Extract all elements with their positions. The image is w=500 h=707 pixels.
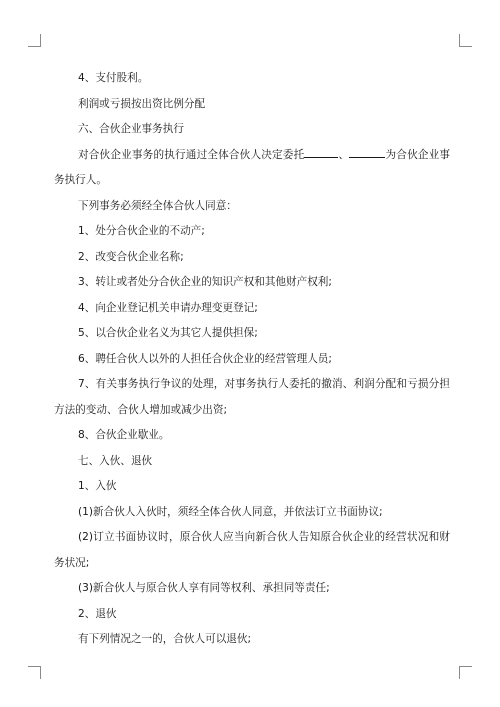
affairs-execution-paragraph (54, 143, 450, 194)
blank-line-1 (304, 146, 338, 158)
crop-mark-top-left (28, 34, 41, 47)
crop-mark-bottom-right (459, 666, 472, 679)
join-clause-3: (3)新合伙人与原合伙人享有同等权利、承担同等责任; (78, 582, 330, 594)
list-item-7: 7、有关事务执行争议的处理，对事务执行人委托的撤消、利润分配和亏损分担方法的变动、合伙人增加或减少出资; (54, 378, 450, 416)
list-item-6: 6、聘任合伙人以外的人担任合伙企业的经营管理人员; (78, 352, 332, 365)
list-item-1: 1、处分合伙企业的不动产; (78, 225, 205, 237)
join-clause-2: (2)订立书面协议时，原合伙人应当向新合伙人告知原合伙企业的经营状况和财务状况; (54, 531, 450, 569)
subheading-withdraw: 2、退伙 (78, 607, 117, 620)
consent-required-intro: 下列事务必须经全体合伙人同意： (78, 199, 237, 212)
blank-line-2 (349, 146, 385, 158)
list-item-2: 2、改变合伙企业名称; (78, 250, 184, 263)
list-item-8: 8、合伙企业歇业。 (78, 429, 170, 441)
section-heading-affairs-execution: 六、合伙企业事务执行 (78, 123, 184, 135)
profit-loss-allocation: 利润或亏损按出资比例分配 (78, 97, 206, 110)
affairs-text-mid: 、 (338, 148, 350, 161)
list-item-5: 5、以合伙企业名义为其它人提供担保; (78, 327, 258, 339)
affairs-text-after: 为合伙企业事务执行人。 (54, 148, 451, 186)
list-item-pay-dividends: 4、支付股利。 (78, 72, 149, 84)
affairs-text-before: 对合伙企业事务的执行通过全体合伙人决定委托 (78, 148, 305, 161)
join-clause-1: (1)新合伙人入伙时，须经全体合伙人同意，并依法订立书面协议; (78, 505, 383, 518)
list-item-4: 4、向企业登记机关申请办理变更登记; (78, 301, 258, 314)
list-item-3: 3、转让或者处分合伙企业的知识产权和其他财产权利; (78, 276, 332, 288)
subheading-join: 1、入伙 (78, 480, 117, 492)
crop-mark-top-right (459, 34, 472, 47)
document-body (54, 66, 450, 653)
crop-mark-bottom-left (28, 666, 41, 679)
withdraw-conditions-intro: 有下列情况之一的，合伙人可以退伙; (78, 633, 252, 645)
section-heading-join-withdraw: 七、入伙、退伙 (78, 454, 153, 467)
